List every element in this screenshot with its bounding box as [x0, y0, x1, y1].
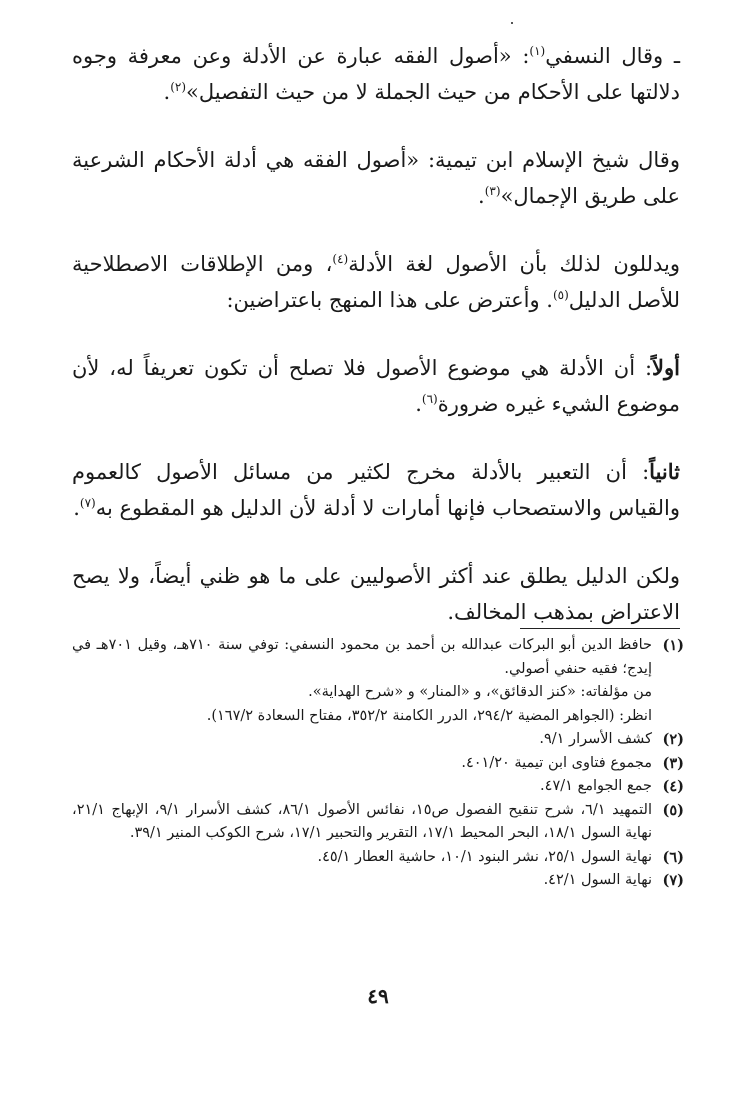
footnote-text: نهاية السول ٤٢/١.	[543, 872, 652, 888]
scan-mark	[511, 22, 513, 24]
paragraph-text: .	[73, 496, 80, 520]
paragraph-text: ويدللون لذلك بأن الأصول لغة الأدلة	[348, 252, 681, 276]
paragraph-objection-first	[72, 350, 680, 422]
paragraph-text: وقال شيخ الإسلام ابن تيمية: «أصول الفقه هي أدلة الأحكام الشرعية على طريق الإجمال»	[72, 148, 680, 208]
paragraph-text: : «أصول الفقه عبارة عن الأدلة وعن معرفة وجوه دلالتها على الأحكام من حيث الجملة لا من حيث التفصيل»	[72, 44, 680, 104]
footnote-4	[72, 775, 684, 799]
paragraph-text: ، ومن الإطلاقات الاصطلاحية للأصل الدليل	[72, 252, 680, 312]
paragraph-text: : أن التعبير بالأدلة مخرج لكثير من مسائل الأصول كالعموم والقياس والاستصحاب فإنها أمارات لا أدلة لأن الدليل هو المقطوع به	[72, 460, 680, 520]
paragraph-text: .	[415, 392, 422, 416]
footnote-ref: (٥)	[552, 288, 569, 302]
main-text	[72, 38, 680, 630]
paragraph-justification	[72, 246, 680, 318]
footnote-ref: (٢)	[170, 80, 187, 94]
paragraph-ibn-taymiyyah-definition	[72, 142, 680, 214]
footnote-text: كشف الأسرار ٩/١.	[539, 731, 652, 747]
footnote-ref: (٤)	[332, 252, 349, 266]
footnote-body	[72, 846, 652, 870]
footnote-1	[72, 634, 684, 728]
footnote-text: مجموع فتاوى ابن تيمية ٤٠١/٢٠.	[461, 754, 652, 771]
footnote-separator	[520, 628, 680, 629]
footnote-text: التمهيد ٦/١، شرح تنقيح الفصول ص١٥، نفائس الأصول ٨٦/١، كشف الأسرار ٩/١، الإبهاج ٢١/١، نهاية السول ١٨/١، البحر المحيط ١٧/١، التقرير والتحبير ١٧/١، شرح الكوكب المنير ٣٩/١.	[72, 801, 652, 841]
footnote-ref: (٦)	[421, 392, 438, 406]
paragraph-response	[72, 558, 680, 630]
footnote-ref: (٣)	[484, 184, 501, 198]
footnote-ref: (٧)	[79, 496, 96, 510]
footnotes	[72, 634, 684, 893]
footnote-text: نهاية السول ٢٥/١، نشر البنود ١٠/١، حاشية العطار ٤٥/١.	[317, 848, 652, 865]
footnote-number: (٣)	[662, 754, 684, 772]
footnote-number: (١)	[662, 637, 684, 654]
footnote-number: (٤)	[662, 778, 684, 795]
paragraph-text: . وأعترض على هذا المنهج باعتراضين:	[226, 288, 553, 312]
objection-label: أولاً	[652, 355, 680, 380]
paragraph-text: ولكن الدليل يطلق عند أكثر الأصوليين على ما هو ظني أيضاً، ولا يصح الاعتراض بمذهب المخالف.	[72, 564, 680, 624]
footnote-body	[72, 869, 652, 893]
footnote-body	[72, 752, 652, 776]
footnote-6	[72, 846, 684, 870]
footnote-text: حافظ الدين أبو البركات عبدالله بن أحمد بن محمود النسفي: توفي سنة ٧١٠هـ، وقيل ٧٠١هـ في إيدج؛ فقيه حنفي أصولي.	[72, 637, 652, 677]
footnote-number: (٥)	[662, 801, 684, 819]
paragraph-nasafi-definition	[72, 38, 680, 110]
paragraph-text: .	[163, 80, 171, 104]
page-number: ٤٩	[367, 984, 389, 1008]
footnote-number: (٢)	[662, 731, 684, 748]
footnote-2	[72, 728, 684, 752]
paragraph-text: .	[478, 184, 485, 208]
footnote-body	[72, 728, 652, 752]
footnote-ref: (١)	[529, 44, 546, 58]
footnote-body	[72, 799, 652, 846]
footnote-body	[72, 775, 652, 799]
paragraph-text: : أن الأدلة هي موضوع الأصول فلا تصلح أن تكون تعريفاً له، لأن موضوع الشيء غيره ضرورة	[72, 356, 680, 416]
footnote-text: انظر: (الجواهر المضية ٢٩٤/٢، الدرر الكامنة ٣٥٢/٢، مفتاح السعادة ١٦٧/٢).	[206, 707, 652, 724]
objection-label: ثانياً	[649, 459, 680, 484]
footnote-5	[72, 799, 684, 846]
footnote-number: (٦)	[662, 848, 684, 866]
footnote-number: (٧)	[662, 872, 684, 889]
paragraph-objection-second	[72, 454, 680, 526]
footnote-body	[72, 634, 652, 728]
footnote-text: من مؤلفاته: «كنز الدقائق»، و «المنار» و «شرح الهداية».	[308, 684, 652, 700]
footnote-3	[72, 752, 684, 776]
footnote-7	[72, 869, 684, 893]
paragraph-text: ـ وقال النسفي	[545, 44, 680, 68]
footnote-text: جمع الجوامع ٤٧/١.	[540, 778, 652, 794]
